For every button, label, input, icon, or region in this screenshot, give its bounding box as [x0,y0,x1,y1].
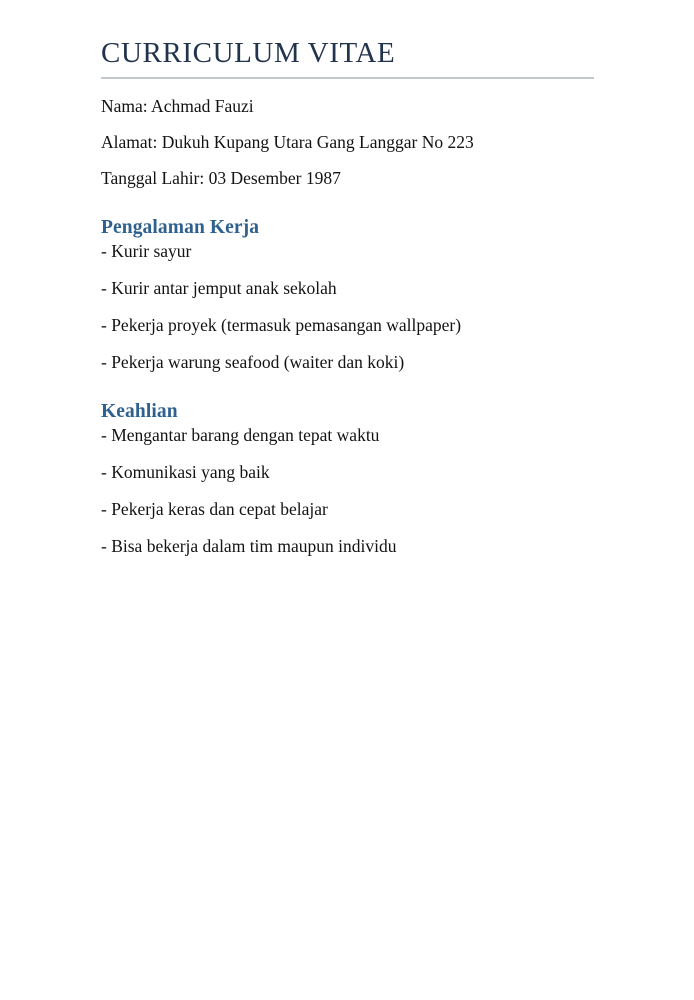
list-item: - Kurir sayur [101,241,192,261]
work-experience-list [101,241,601,373]
identity-address: Alamat: Dukuh Kupang Utara Gang Langgar No 223 [101,132,474,152]
list-item: - Pekerja warung seafood (waiter dan koki) [101,352,405,372]
list-item: - Pekerja keras dan cepat belajar [101,499,328,519]
section-heading-work-experience: Pengalaman Kerja [101,217,260,238]
list-item: - Mengantar barang dengan tepat waktu [101,425,380,445]
list-item: - Kurir antar jemput anak sekolah [101,278,337,298]
identity-name: Nama: Achmad Fauzi [101,96,254,116]
list-item: - Komunikasi yang baik [101,462,270,482]
identity-birthdate: Tanggal Lahir: 03 Desember 1987 [101,168,341,188]
list-item: - Bisa bekerja dalam tim maupun individu [101,536,397,556]
page-title: CURRICULUM VITAE [101,37,396,69]
title-divider [101,77,594,79]
document-content [101,36,601,557]
section-skills [101,400,601,557]
identity-block [101,96,601,189]
list-item: - Pekerja proyek (termasuk pemasangan wallpaper) [101,315,462,335]
skills-list [101,425,601,557]
section-work-experience [101,216,601,373]
section-heading-skills: Keahlian [101,401,178,422]
